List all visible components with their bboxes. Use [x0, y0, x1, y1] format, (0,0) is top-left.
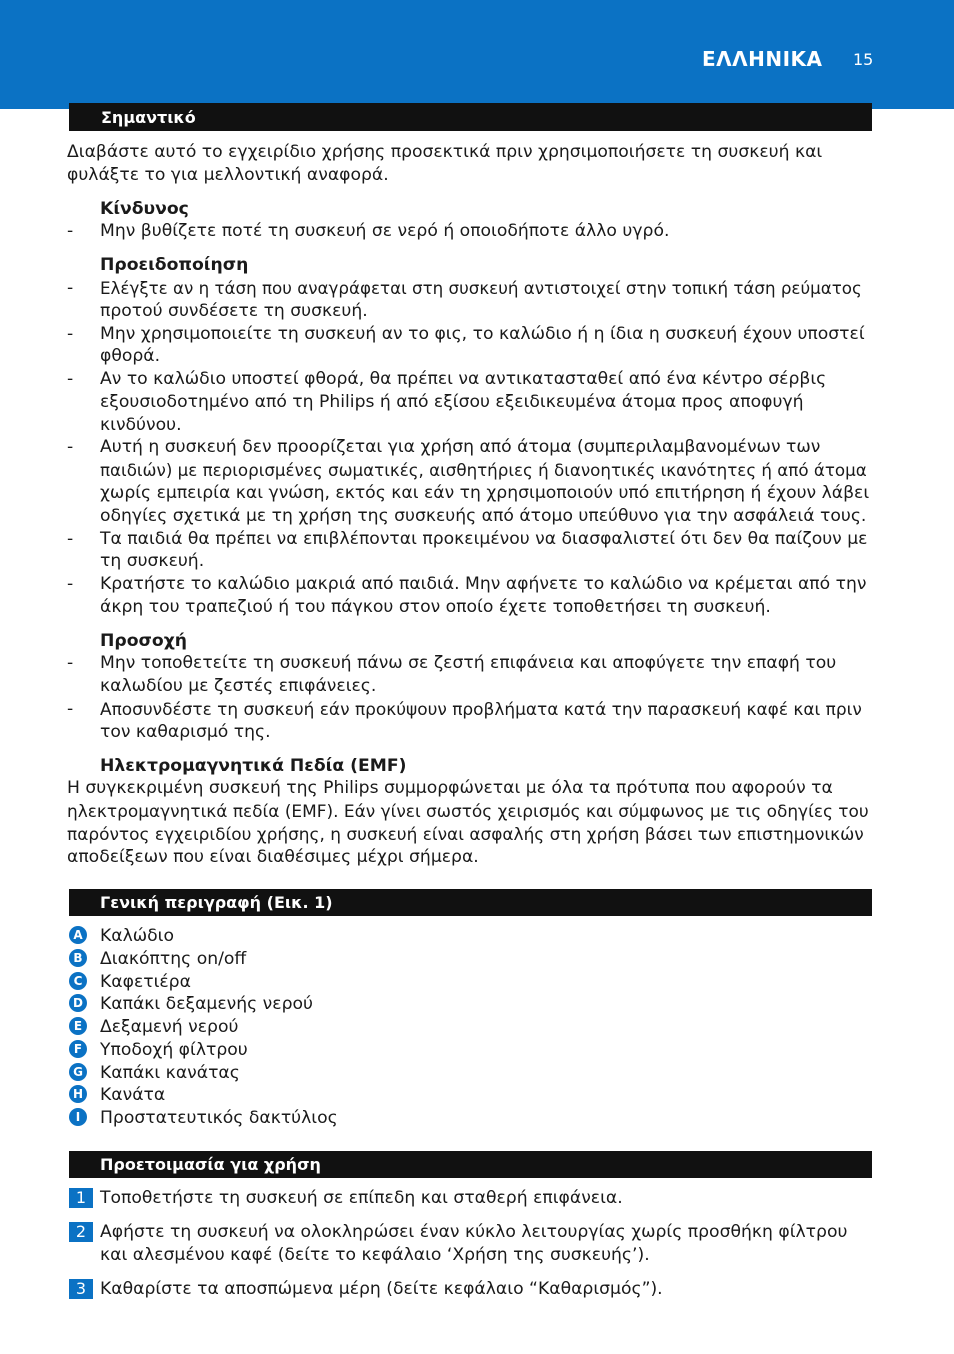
header-bar	[0, 0, 954, 109]
section-important-title: Σημαντικό	[69, 103, 872, 131]
part-label-badge: C	[69, 972, 87, 990]
part-label-badge: E	[69, 1017, 87, 1035]
section-description-title: Γενική περιγραφή (Εικ. 1)	[69, 889, 872, 916]
step-text: Τοποθετήστε τη συσκευή σε επίπεδη και σταθερή επιφάνεια.	[100, 1188, 623, 1208]
part-name: Κανάτα	[100, 1085, 166, 1105]
step-number-badge: 3	[69, 1279, 93, 1299]
caution-item: τον καθαρισμό της.	[100, 722, 271, 742]
part-name: Καφετιέρα	[100, 972, 191, 992]
part-label-badge: B	[69, 949, 87, 967]
part-name: Καπάκι δεξαμενής νερού	[100, 994, 313, 1014]
warning-item: τη συσκευή.	[100, 551, 205, 571]
part-name: Διακόπτης on/off	[100, 949, 247, 969]
page-number: 15	[853, 50, 874, 69]
bullet-dash: -	[67, 574, 74, 594]
step-text: και αλεσμένου καφέ (δείτε το κεφάλαιο ‘Χρήση της συσκευής’).	[100, 1245, 650, 1265]
part-name: Προστατευτικός δακτύλιος	[100, 1108, 338, 1128]
part-name: Καπάκι κανάτας	[100, 1063, 240, 1083]
caution-item: Αποσυνδέστε τη συσκευή εάν προκύψουν προβλήματα κατά την παρασκευή καφέ και πριν	[100, 699, 862, 719]
part-label-badge: H	[69, 1085, 87, 1103]
warning-item: οδηγίες σχετικά με τη χρήση της συσκευής από άτομο υπεύθυνο για την ασφάλειά τους.	[100, 506, 867, 526]
bullet-dash: -	[67, 529, 74, 549]
part-label-badge: D	[69, 994, 87, 1012]
step-number-badge: 1	[69, 1188, 93, 1208]
warning-item: εξουσιοδοτημένο από τη Philips ή από εξίσου εξειδικευμένα άτομα προς αποφυγή	[100, 392, 804, 412]
warning-item: Κρατήστε το καλώδιο μακριά από παιδιά. Μην αφήνετε το καλώδιο να κρέμεται από την	[100, 574, 867, 594]
bullet-dash: -	[67, 369, 74, 389]
part-name: Δεξαμενή νερού	[100, 1017, 239, 1037]
caution-heading: Προσοχή	[100, 631, 188, 651]
warning-item: Τα παιδιά θα πρέπει να επιβλέπονται προκειμένου να διασφαλιστεί ότι δεν θα παίζουν με	[100, 529, 868, 549]
warning-item: κινδύνου.	[100, 415, 182, 435]
intro-line: Διαβάστε αυτό το εγχειρίδιο χρήσης προσεκτικά πριν χρησιμοποιήσετε τη συσκευή και	[67, 142, 823, 162]
language-label: ΕΛΛΗΝΙΚΑ	[702, 47, 823, 71]
warning-item: προτού συνδέσετε τη συσκευή.	[100, 301, 368, 321]
warning-item: Αν το καλώδιο υποστεί φθορά, θα πρέπει να αντικατασταθεί από ένα κέντρο σέρβις	[100, 369, 827, 389]
bullet-dash: -	[67, 324, 74, 344]
bullet-dash: -	[67, 221, 74, 241]
part-label-badge: F	[69, 1040, 87, 1058]
emf-text: παρόντος εγχειριδίου χρήσης, η συσκευή είναι ασφαλής στη χρήση βάσει των επιστημονικών	[67, 824, 864, 844]
part-name: Υποδοχή φίλτρου	[100, 1040, 248, 1060]
part-name: Καλώδιο	[100, 926, 175, 946]
emf-text: ηλεκτρομαγνητικά πεδία (EMF). Εάν γίνει σωστός χειρισμός και σύμφωνος με τις οδηγίες του	[67, 801, 869, 821]
intro-line: φυλάξτε το για μελλοντική αναφορά.	[67, 165, 389, 185]
section-preparation-title: Προετοιμασία για χρήση	[69, 1151, 872, 1178]
warning-item: φθορά.	[100, 346, 161, 366]
bullet-dash: -	[67, 653, 74, 673]
warning-item: Αυτή η συσκευή δεν προορίζεται για χρήση από άτομα (συμπεριλαμβανομένων των	[100, 437, 821, 457]
warning-heading: Προειδοποίηση	[100, 255, 249, 275]
caution-item: Μην τοποθετείτε τη συσκευή πάνω σε ζεστή επιφάνεια και αποφύγετε την επαφή του	[100, 653, 837, 673]
warning-item: Μην χρησιμοποιείτε τη συσκευή αν το φις, το καλώδιο ή η ίδια η συσκευή έχουν υποστεί	[100, 324, 865, 344]
part-label-badge: G	[69, 1063, 87, 1081]
warning-item: χωρίς εμπειρία και γνώση, εκτός και εάν τη χρησιμοποιούν υπό επιτήρηση ή έχουν λάβει	[100, 483, 870, 503]
step-text: Καθαρίστε τα αποσπώμενα μέρη (δείτε κεφάλαιο “Καθαρισμός”).	[100, 1279, 663, 1299]
part-label-badge: I	[69, 1108, 87, 1126]
warning-item: άκρη του τραπεζιού ή του πάγκου στον οποίο έχετε τοποθετήσει τη συσκευή.	[100, 597, 771, 617]
caution-item: καλωδίου με ζεστές επιφάνειες.	[100, 676, 377, 696]
part-label-badge: A	[69, 926, 87, 944]
warning-item: Ελέγξτε αν η τάση που αναγράφεται στη συσκευή αντιστοιχεί στην τοπική τάση ρεύματος	[100, 278, 862, 298]
warning-item: παιδιών) με περιορισμένες σωματικές, αισθητήριες ή διανοητικές ικανότητες ή από άτομα	[100, 460, 867, 480]
danger-heading: Κίνδυνος	[100, 199, 189, 219]
danger-item: Μην βυθίζετε ποτέ τη συσκευή σε νερό ή οποιοδήποτε άλλο υγρό.	[100, 221, 670, 241]
bullet-dash: -	[67, 699, 74, 719]
step-text: Αφήστε τη συσκευή να ολοκληρώσει έναν κύκλο λειτουργίας χωρίς προσθήκη φίλτρου	[100, 1222, 848, 1242]
emf-heading: Ηλεκτρομαγνητικά Πεδία (EMF)	[100, 756, 407, 776]
emf-text: Η συγκεκριμένη συσκευή της Philips συμμορφώνεται με όλα τα πρότυπα που αφορούν τα	[67, 778, 833, 798]
bullet-dash: -	[67, 437, 74, 457]
step-number-badge: 2	[69, 1222, 93, 1242]
bullet-dash: -	[67, 278, 74, 298]
emf-text: αποδείξεων που είναι διαθέσιμες μέχρι σήμερα.	[67, 847, 479, 867]
